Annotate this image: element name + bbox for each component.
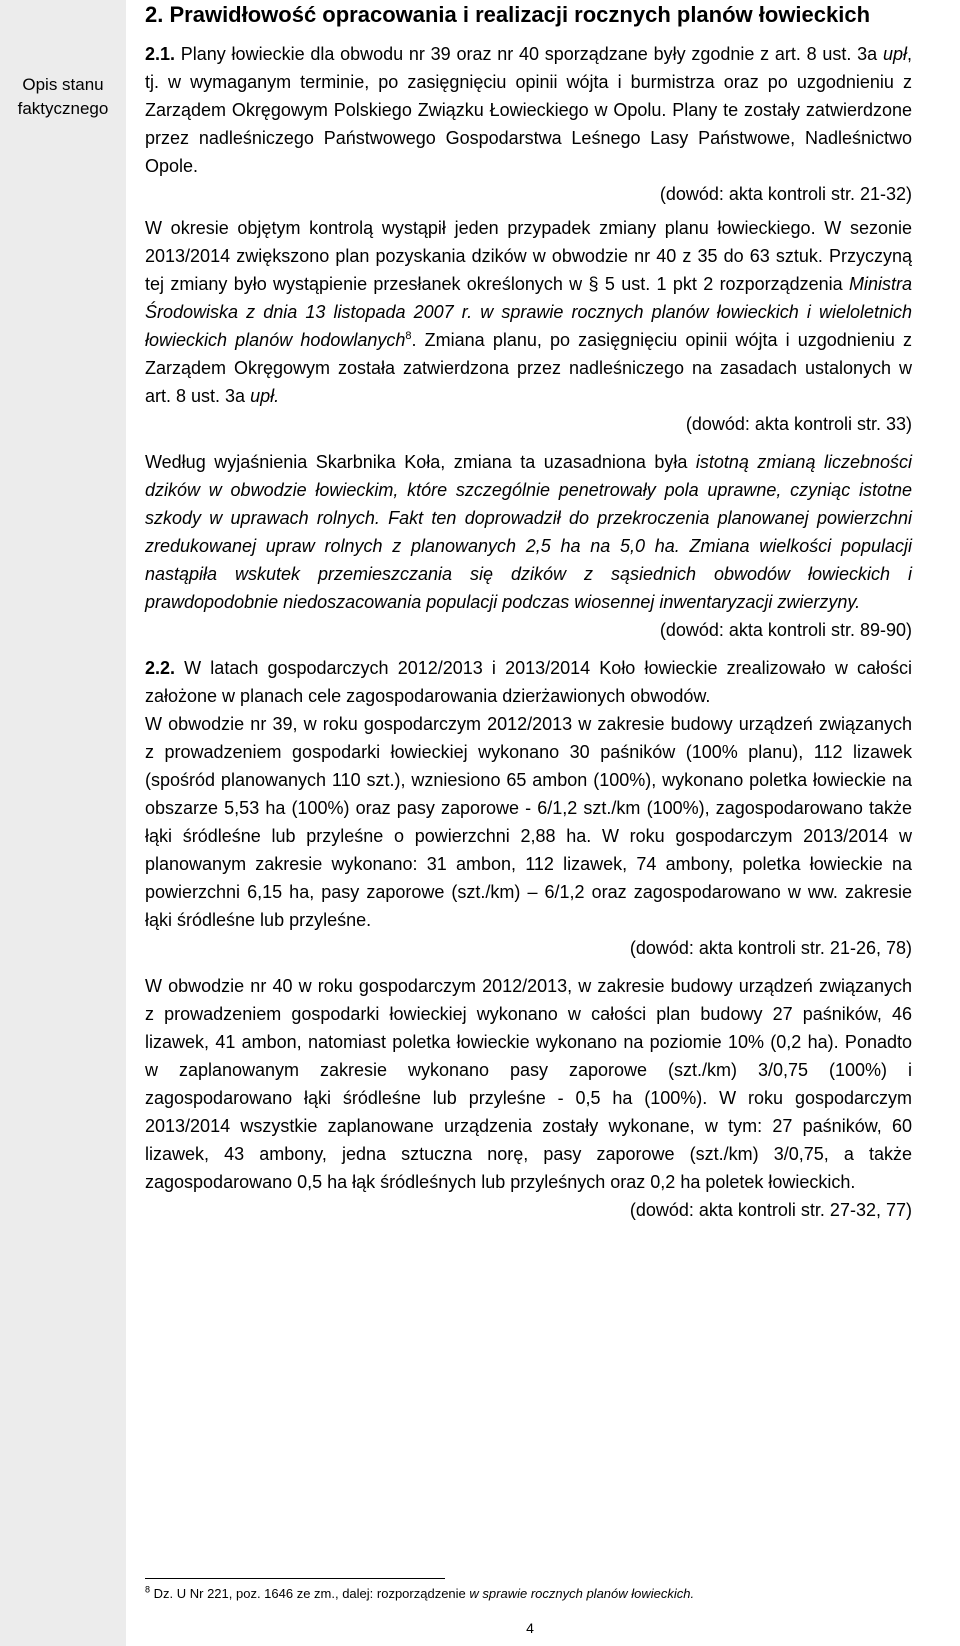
text-italic: istotną zmianą liczebności dzików w obwodzie łowieckim, które szczególnie penetrowały pola uprawne, czyniąc istotne szkody w uprawach rolnych. Fakt ten doprowadził do przekroczenia planowanej powierzchni zredukowanej upraw rolnych z planowanych 2,5 ha na 5,0 ha. Zmiana wielkości populacji nastąpiła wskutek przemieszczania się dzików z sąsiednich obwodów łowieckich i prawdopodobnie niedoszacowania populacji podczas wiosennej inwentaryzacji zwierzyny. xyxy=(145,452,912,612)
text-italic: Ministra Środowiska z dnia 13 listopada 2007 r. w sprawie rocznych planów łowieckich i wieloletnich łowieckich planów hodowlanych xyxy=(145,274,912,350)
footnote-text-italic: w sprawie rocznych planów łowieckich. xyxy=(469,1586,695,1601)
evidence-reference: (dowód: akta kontroli str. 33) xyxy=(685,414,912,434)
sidebar xyxy=(0,0,126,1646)
page-number: 4 xyxy=(526,1620,534,1636)
footnote-divider xyxy=(145,1578,445,1579)
heading-number: 2. xyxy=(145,2,164,27)
paragraph xyxy=(145,214,912,410)
evidence-reference: (dowód: akta kontroli str. 89-90) xyxy=(659,620,912,640)
text: Według wyjaśnienia Skarbnika Koła, zmiana ta uzasadniona była xyxy=(145,452,696,472)
text: , tj. w wymaganym terminie, po zasięgnięciu opinii wójta i burmistrza oraz po uzgodnieniu z Zarządem Okręgowym Polskiego Związku Łowieckiego w Opolu. Plany te zostały zatwierdzone przez nadleśniczego Państwowego Gospodarstwa Leśnego Lasy Państwowe, Nadleśnictwo Opole. xyxy=(145,44,912,176)
heading-title: Prawidłowość opracowania i realizacji rocznych planów łowieckich xyxy=(169,2,871,27)
text: Plany łowieckie dla obwodu nr 39 oraz nr 40 sporządzane były zgodnie z art. 8 ust. 3a xyxy=(175,44,883,64)
section-heading xyxy=(145,0,912,30)
evidence-reference: (dowód: akta kontroli str. 27-32, 77) xyxy=(629,1200,912,1220)
main-content xyxy=(145,0,912,1224)
sidebar-label: Opis stanu faktycznego xyxy=(17,75,109,118)
text: W okresie objętym kontrolą wystąpił jeden przypadek zmiany planu łowieckiego. W sezonie 2013/2014 zwiększono plan pozyskania dzików w obwodzie nr 40 z 35 do 63 sztuk. Przyczyną tej zmiany było wystąpienie przesłanek określonych w § 5 ust. 1 pkt 2 rozporządzenia xyxy=(145,218,912,294)
paragraph xyxy=(145,448,912,616)
paragraph xyxy=(145,654,912,710)
paragraph: W obwodzie nr 40 w roku gospodarczym 2012/2013, w zakresie budowy urządzeń związanych z prowadzeniem gospodarki łowieckiej wykonano w całości plan budowy 27 paśników, 46 lizawek, 41 ambon, natomiast poletka łowieckie wykonano na poziomie 10% (0,2 ha). Ponadto w zaplanowanym zakresie wykonano pasy zaporowe (szt./km) 3/0,75 (100%) i zagospodarowano łąki śródleśne lub przyleśne - 0,5 ha (100%). W roku gospodarczym 2013/2014 wszystkie zaplanowane urządzenia zostały wykonane, w tym: 27 paśników, 60 lizawek, 43 ambony, jedna sztuczna norę, pasy zaporowe (szt./km) 3/0,75, a także zagospodarowano 0,5 ha łąk śródleśnych lub przyleśnych oraz 0,2 ha poletek łowieckich. xyxy=(145,976,912,1192)
text-italic: upł xyxy=(882,44,907,64)
text-italic: upł. xyxy=(250,386,280,406)
evidence-reference: (dowód: akta kontroli str. 21-32) xyxy=(659,184,912,204)
footnote xyxy=(145,1586,912,1602)
footnote-ref: 8 xyxy=(405,330,412,342)
subsection-number: 2.1. xyxy=(145,44,176,64)
evidence-reference: (dowód: akta kontroli str. 21-26, 78) xyxy=(629,938,912,958)
paragraph xyxy=(145,40,912,180)
text: W latach gospodarczych 2012/2013 i 2013/2014 Koło łowieckie zrealizowało w całości założone w planach cele zagospodarowania dzierżawionych obwodów. xyxy=(145,658,912,706)
footnote-marker: 8 xyxy=(145,1584,151,1595)
footnote-text: Dz. U Nr 221, poz. 1646 ze zm., dalej: rozporządzenie xyxy=(150,1586,470,1601)
subsection-number: 2.2. xyxy=(145,658,176,678)
text: . Zmiana planu, po zasięgnięciu opinii wójta i uzgodnieniu z Zarządem Okręgowym została zatwierdzona przez nadleśniczego na zasadach ustalonych w art. 8 ust. 3a xyxy=(145,330,912,406)
paragraph: W obwodzie nr 39, w roku gospodarczym 2012/2013 w zakresie budowy urządzeń związanych z prowadzeniem gospodarki łowieckiej wykonano 30 paśników (100% planu), 112 lizawek (spośród planowanych 110 szt.), wzniesiono 65 ambon (100%), wykonano poletka łowieckie na obszarze 5,53 ha (100%) oraz pasy zaporowe - 6/1,2 szt./km (100%), zagospodarowano także łąki śródleśne lub przyleśne o powierzchni 2,88 ha. W roku gospodarczym 2013/2014 w planowanym zakresie wykonano: 31 ambon, 112 lizawek, 74 ambony, poletka łowieckie na powierzchni 6,15 ha, pasy zaporowe (szt./km) – 6/1,2 oraz zagospodarowano w ww. zakresie łąki śródleśne lub przyleśne. xyxy=(145,714,912,930)
